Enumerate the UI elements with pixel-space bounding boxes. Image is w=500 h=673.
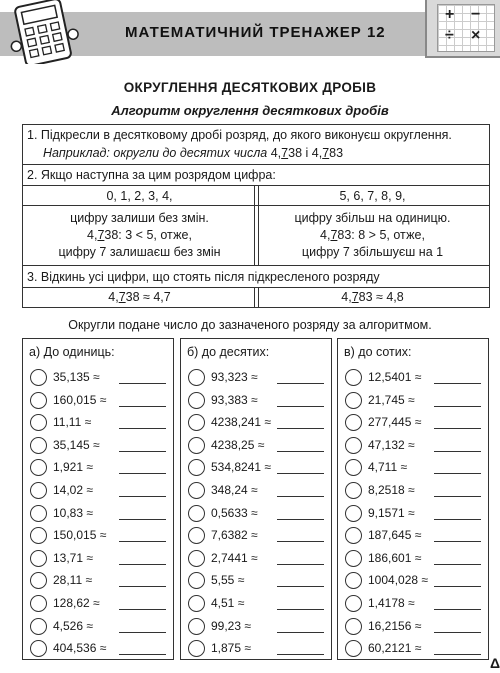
answer-line[interactable] [277, 609, 324, 610]
exercise-item [181, 435, 331, 457]
exercise-number: 5,55 ≈ [211, 573, 245, 588]
exercise-item [181, 570, 331, 592]
exercise-item [338, 457, 488, 479]
answer-circle[interactable] [345, 482, 362, 499]
ex2-rest: 83 [329, 146, 344, 160]
column-c-heading: в) до сотих: [344, 345, 412, 359]
page-header [0, 0, 500, 64]
exercise-number: 187,645 ≈ [368, 528, 422, 543]
answer-circle[interactable] [30, 459, 47, 476]
answer-line[interactable] [277, 564, 324, 565]
exercise-item [181, 548, 331, 570]
exercise-item [338, 503, 488, 525]
exercise-item [338, 638, 488, 660]
ex2-underlined: 7 [322, 146, 330, 160]
answer-circle[interactable] [188, 595, 205, 612]
example-prefix: Наприклад: округли до десятих числа [43, 146, 271, 160]
exercise-item [23, 638, 173, 660]
exercise-number: 1,875 ≈ [211, 641, 251, 656]
step-1-text: 1. Підкресли в десятковому дробі розряд, до якого виконуєш округлення. [27, 128, 452, 142]
answer-line[interactable] [434, 473, 481, 474]
right-rule [256, 210, 489, 261]
rules-row [23, 206, 489, 266]
answer-line[interactable] [434, 564, 481, 565]
exercise-item [23, 390, 173, 412]
left-res-int: 4, [108, 290, 119, 304]
exercise-item [338, 412, 488, 434]
ex1-underlined: 7 [281, 146, 289, 160]
right-ex-underlined: 7 [330, 228, 338, 242]
column-a-heading: а) До одиниць: [29, 345, 115, 359]
answer-line[interactable] [119, 586, 166, 587]
answer-circle[interactable] [345, 459, 362, 476]
answer-circle[interactable] [188, 392, 205, 409]
answer-circle[interactable] [30, 392, 47, 409]
answer-circle[interactable] [30, 572, 47, 589]
exercise-number: 93,383 ≈ [211, 392, 258, 407]
left-rule [23, 210, 256, 261]
exercise-number: 186,601 ≈ [368, 550, 422, 565]
exercise-number: 4238,25 ≈ [211, 437, 265, 452]
exercise-item [181, 525, 331, 547]
algorithm-table [22, 124, 490, 308]
answer-line[interactable] [119, 406, 166, 407]
exercise-item [23, 593, 173, 615]
exercise-number: 11,11 ≈ [53, 415, 92, 430]
exercise-item [338, 480, 488, 502]
step-2-text: 2. Якщо наступна за цим розрядом цифра: [27, 168, 276, 182]
minus-icon: − [471, 6, 481, 23]
exercise-number: 99,23 ≈ [211, 618, 251, 633]
exercise-number: 404,536 ≈ [53, 641, 107, 656]
answer-circle[interactable] [188, 369, 205, 386]
answer-line[interactable] [277, 654, 324, 655]
exercise-number: 2,7441 ≈ [211, 550, 258, 565]
exercise-number: 348,24 ≈ [211, 483, 258, 497]
step-3-text: 3. Відкинь усі цифри, що стоять після підкресленого розряду [27, 270, 380, 284]
answer-line[interactable] [434, 451, 481, 452]
answer-line[interactable] [119, 564, 166, 565]
corner-mark: Δ [489, 655, 500, 671]
answer-line[interactable] [277, 541, 324, 542]
exercise-item [338, 548, 488, 570]
answer-circle[interactable] [345, 437, 362, 454]
exercise-number: 14,02 ≈ [53, 483, 93, 497]
answer-circle[interactable] [30, 618, 47, 635]
exercise-item [23, 435, 173, 457]
answer-line[interactable] [119, 609, 166, 610]
exercise-item [23, 503, 173, 525]
exercise-number: 13,71 ≈ [53, 550, 93, 565]
left-result [23, 290, 256, 304]
left-rule-text: цифру залиши без змін. [70, 211, 209, 225]
ex2-int: 4, [311, 146, 323, 160]
right-ex-int: 4, [320, 228, 331, 242]
exercise-item [23, 457, 173, 479]
answer-circle[interactable] [345, 527, 362, 544]
ex-and: і [302, 146, 312, 160]
left-ex-int: 4, [87, 228, 98, 242]
exercise-item [181, 503, 331, 525]
exercise-number: 8,2518 ≈ [368, 483, 415, 497]
answer-circle[interactable] [188, 572, 205, 589]
exercise-item [338, 616, 488, 638]
exercise-number: 4,711 ≈ [368, 460, 408, 475]
answer-line[interactable] [277, 383, 324, 384]
answer-circle[interactable] [188, 437, 205, 454]
results-row [23, 288, 489, 307]
ex1-rest: 38 [288, 146, 303, 160]
exercise-number: 12,5401 ≈ [368, 370, 422, 384]
answer-line[interactable] [119, 473, 166, 474]
exercise-number: 0,5633 ≈ [211, 505, 258, 520]
algorithm-step-3 [23, 266, 489, 288]
answer-circle[interactable] [30, 595, 47, 612]
divide-icon: ÷ [445, 27, 454, 44]
answer-line[interactable] [434, 609, 481, 610]
exercise-column-b [180, 338, 332, 660]
left-rule-note: цифру 7 залишаєш без змін [58, 245, 221, 259]
answer-circle[interactable] [30, 369, 47, 386]
answer-circle[interactable] [345, 392, 362, 409]
calculator-icon [6, 0, 84, 64]
answer-circle[interactable] [188, 618, 205, 635]
answer-line[interactable] [277, 519, 324, 520]
exercise-number: 93,323 ≈ [211, 370, 258, 384]
answer-line[interactable] [434, 586, 481, 587]
exercise-number: 4,51 ≈ [211, 596, 245, 610]
answer-circle[interactable] [345, 572, 362, 589]
exercise-item [338, 570, 488, 592]
right-rule-note: цифру 7 збільшуєш на 1 [301, 245, 444, 259]
answer-line[interactable] [434, 519, 481, 520]
answer-circle[interactable] [188, 459, 205, 476]
exercise-number: 16,2156 ≈ [368, 618, 422, 633]
exercise-item [338, 525, 488, 547]
left-res-rest: 38 ≈ 4,7 [125, 290, 171, 304]
answer-circle[interactable] [30, 437, 47, 454]
answer-circle[interactable] [30, 527, 47, 544]
answer-line[interactable] [119, 654, 166, 655]
exercise-item [338, 367, 488, 389]
exercise-column-a [22, 338, 174, 660]
exercise-item [23, 616, 173, 638]
answer-circle[interactable] [30, 505, 47, 522]
exercise-number: 1004,028 ≈ [368, 573, 428, 588]
exercise-item [23, 412, 173, 434]
right-result [256, 290, 489, 304]
exercise-number: 35,145 ≈ [53, 437, 100, 452]
left-rule-example [23, 227, 256, 244]
exercise-item [181, 390, 331, 412]
exercise-item [338, 593, 488, 615]
answer-line[interactable] [277, 496, 324, 497]
step-1-example [43, 146, 343, 160]
exercise-number: 128,62 ≈ [53, 596, 100, 610]
right-ex-rest: 83: 8 > 5, отже, [337, 228, 425, 242]
left-ex-underlined: 7 [97, 228, 105, 242]
exercise-number: 1,921 ≈ [53, 460, 93, 475]
exercise-item [338, 390, 488, 412]
exercise-item [23, 525, 173, 547]
answer-line[interactable] [119, 383, 166, 384]
answer-line[interactable] [277, 632, 324, 633]
exercise-item [23, 570, 173, 592]
exercise-item [23, 367, 173, 389]
answer-line[interactable] [434, 406, 481, 407]
math-operations-icon [425, 0, 500, 58]
exercise-number: 9,1571 ≈ [368, 505, 415, 520]
header-title: МАТЕМАТИЧНИЙ ТРЕНАЖЕР 12 [125, 24, 386, 41]
algorithm-step-2 [23, 165, 489, 186]
answer-circle[interactable] [30, 482, 47, 499]
algorithm-step-1 [23, 125, 489, 165]
right-res-int: 4, [341, 290, 352, 304]
answer-circle[interactable] [345, 618, 362, 635]
answer-circle[interactable] [30, 640, 47, 657]
left-digits: 0, 1, 2, 3, 4, [106, 189, 173, 203]
answer-circle[interactable] [345, 414, 362, 431]
exercise-number: 7,6382 ≈ [211, 528, 258, 543]
right-res-rest: 83 ≈ 4,8 [358, 290, 404, 304]
answer-circle[interactable] [30, 414, 47, 431]
answer-circle[interactable] [188, 640, 205, 657]
plus-icon: + [445, 6, 455, 23]
exercise-number: 28,11 ≈ [53, 573, 93, 588]
answer-line[interactable] [277, 451, 324, 452]
exercise-item [181, 616, 331, 638]
exercise-column-c [337, 338, 489, 660]
exercise-number: 35,135 ≈ [53, 370, 100, 384]
answer-circle[interactable] [188, 550, 205, 567]
answer-circle[interactable] [30, 550, 47, 567]
answer-circle[interactable] [188, 414, 205, 431]
exercise-number: 4238,241 ≈ [211, 415, 271, 430]
answer-line[interactable] [434, 541, 481, 542]
answer-circle[interactable] [345, 640, 362, 657]
exercise-item [23, 480, 173, 502]
algorithm-title: Алгоритм округлення десяткових дробів [111, 103, 389, 118]
exercise-item [181, 593, 331, 615]
right-digits: 5, 6, 7, 8, 9, [339, 189, 406, 203]
answer-line[interactable] [277, 428, 324, 429]
digits-row [23, 186, 489, 206]
exercise-instruction: Округли подане число до зазначеного розряду за алгоритмом. [68, 318, 432, 332]
answer-line[interactable] [119, 496, 166, 497]
exercise-number: 150,015 ≈ [53, 528, 107, 543]
left-res-underlined: 7 [118, 290, 126, 304]
answer-line[interactable] [434, 654, 481, 655]
exercise-item [181, 638, 331, 660]
answer-line[interactable] [119, 632, 166, 633]
exercise-item [181, 480, 331, 502]
answer-line[interactable] [277, 473, 324, 474]
answer-line[interactable] [434, 428, 481, 429]
left-ex-rest: 38: 3 < 5, отже, [104, 228, 192, 242]
exercise-item [23, 548, 173, 570]
answer-circle[interactable] [345, 550, 362, 567]
ex1-int: 4, [270, 146, 282, 160]
answer-line[interactable] [277, 406, 324, 407]
right-rule-text: цифру збільш на одиницю. [294, 211, 451, 225]
exercise-number: 21,745 ≈ [368, 392, 415, 407]
topic-title: ОКРУГЛЕННЯ ДЕСЯТКОВИХ ДРОБІВ [123, 80, 377, 95]
exercise-item [181, 457, 331, 479]
answer-circle[interactable] [345, 369, 362, 386]
answer-line[interactable] [434, 383, 481, 384]
answer-line[interactable] [434, 632, 481, 633]
exercise-item [181, 367, 331, 389]
exercise-number: 160,015 ≈ [53, 392, 107, 407]
right-res-underlined: 7 [351, 290, 359, 304]
answer-circle[interactable] [345, 505, 362, 522]
answer-circle[interactable] [188, 482, 205, 499]
answer-line[interactable] [119, 519, 166, 520]
exercise-item [181, 412, 331, 434]
right-rule-example [256, 227, 489, 244]
answer-line[interactable] [434, 496, 481, 497]
answer-line[interactable] [119, 451, 166, 452]
exercise-item [338, 435, 488, 457]
answer-circle[interactable] [188, 527, 205, 544]
multiply-icon: × [471, 27, 481, 44]
exercise-number: 277,445 ≈ [368, 415, 422, 430]
answer-line[interactable] [119, 541, 166, 542]
answer-circle[interactable] [188, 505, 205, 522]
exercise-number: 534,8241 ≈ [211, 460, 271, 475]
answer-line[interactable] [119, 428, 166, 429]
exercise-number: 10,83 ≈ [53, 505, 93, 520]
column-b-heading: б) до десятих: [187, 345, 270, 359]
answer-line[interactable] [277, 586, 324, 587]
exercise-number: 47,132 ≈ [368, 437, 415, 452]
exercise-number: 1,4178 ≈ [368, 596, 415, 610]
exercise-number: 4,526 ≈ [53, 618, 93, 633]
exercise-number: 60,2121 ≈ [368, 641, 422, 656]
answer-circle[interactable] [345, 595, 362, 612]
